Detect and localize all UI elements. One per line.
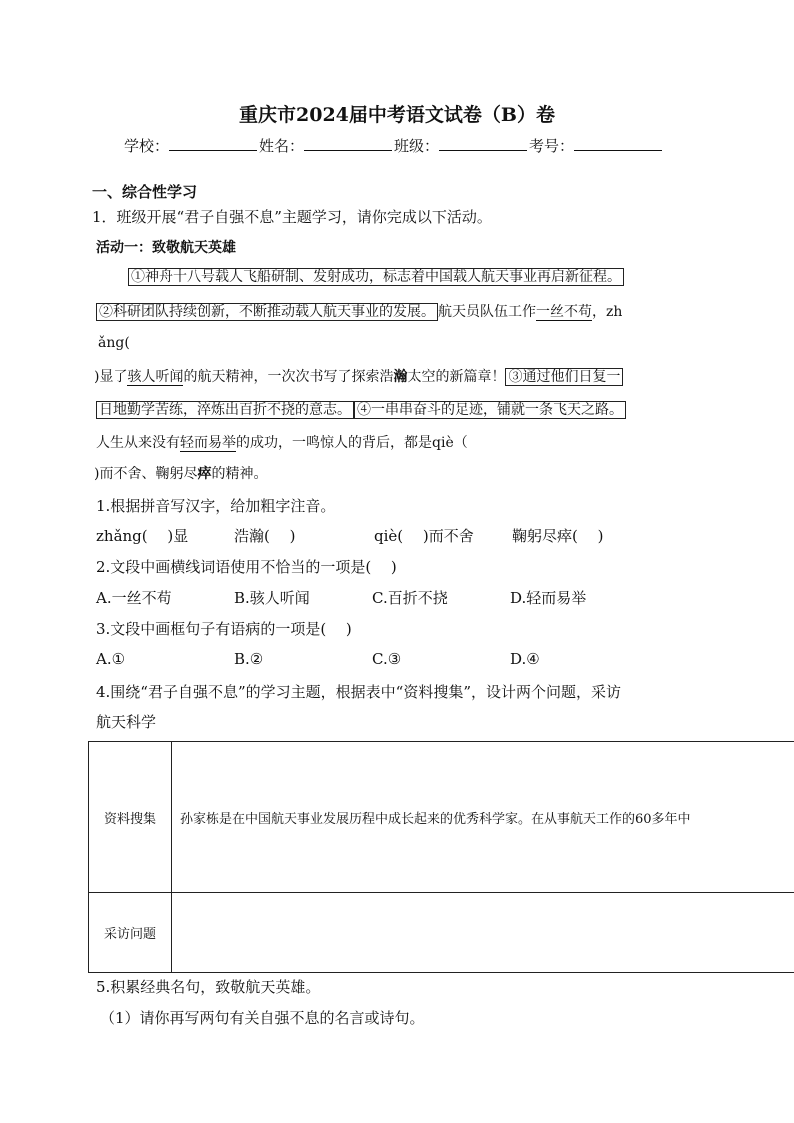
section-heading: 一、综合性学习 bbox=[92, 183, 198, 201]
sub3-option-b[interactable]: B.② bbox=[234, 650, 264, 668]
passage-line-1 bbox=[128, 266, 624, 286]
name-label: 姓名： bbox=[259, 137, 305, 155]
passage-text: 日地勤学苦练，淬炼出 bbox=[99, 402, 239, 418]
passage-line-3: ǎng( bbox=[98, 335, 130, 351]
activity-heading: 活动一：致敬航天英雄 bbox=[96, 240, 236, 256]
sub-question-2: 2.文段中画横线词语使用不恰当的一项是( ) bbox=[96, 558, 397, 576]
sub-question-4-line-1: 4.围绕“君子自强不息”的学习主题，根据表中“资料搜集”，设计两个问题，采访 bbox=[96, 683, 621, 701]
passage-text: 人生从来没有 bbox=[96, 435, 180, 451]
passage-text: 的航天精神，一次次书写了探索浩 bbox=[183, 369, 394, 385]
boxed-sentence-2: ②科研团队持续创新，不断推动载人航天事业的发展。 bbox=[96, 303, 438, 321]
sub2-option-b[interactable]: B.骇人听闻 bbox=[234, 589, 310, 607]
boxed-sentence-3a: ③通过他们日复一 bbox=[505, 368, 623, 386]
sub2-option-c[interactable]: C.百折不挠 bbox=[372, 589, 448, 607]
bold-char-2: 瘁 bbox=[197, 466, 212, 482]
underlined-word-2: 骇人听闻 bbox=[127, 369, 184, 385]
sub3-option-c[interactable]: C.③ bbox=[372, 650, 402, 668]
passage-text: 的成功，一鸣惊人的背后，都是qiè（ bbox=[236, 435, 468, 451]
passage-line-2 bbox=[96, 301, 622, 321]
question-1: 1．班级开展“君子自强不息”主题学习，请你完成以下活动。 bbox=[92, 208, 492, 226]
passage-line-6 bbox=[96, 432, 468, 452]
class-label: 班级： bbox=[394, 137, 440, 155]
sub2-option-d[interactable]: D.轻而易举 bbox=[510, 589, 587, 607]
boxed-sentence-1: ①神舟十八号载人飞船研制、发射成功，标志着中国载人航天事业再启新征程。 bbox=[128, 268, 624, 286]
sub1-item-3[interactable]: qiè( )而不舍 bbox=[374, 527, 474, 545]
page-title: 重庆市2024届中考语文试卷（B）卷 bbox=[239, 104, 555, 126]
school-label: 学校： bbox=[124, 137, 170, 155]
passage-text: 的意志。 bbox=[295, 402, 351, 418]
class-blank[interactable] bbox=[439, 136, 527, 151]
sub-question-4-line-2: 航天科学 bbox=[96, 713, 157, 731]
table-head-interview: 采访问题 bbox=[89, 893, 172, 973]
table-cell-material: 孙家栋是在中国航天事业发展历程中成长起来的优秀科学家。在从事航天工作的60多年中 bbox=[172, 742, 794, 893]
sub1-item-2[interactable]: 浩瀚( ) bbox=[234, 527, 296, 545]
boxed-sentence-4: ④一串串奋斗的足迹，铺就一条飞天之路。 bbox=[354, 401, 626, 419]
student-info-line bbox=[124, 135, 664, 156]
passage-line-4 bbox=[94, 366, 623, 386]
sub3-option-d[interactable]: D.④ bbox=[510, 650, 540, 668]
table-cell-interview-answer[interactable] bbox=[172, 893, 794, 973]
passage-text: )而不舍、鞠躬尽 bbox=[94, 466, 198, 482]
sub1-item-1[interactable]: zhǎng( )显 bbox=[96, 527, 189, 545]
table-row bbox=[89, 893, 794, 973]
underlined-word-3: 百折不挠 bbox=[239, 402, 295, 418]
passage-text: ，zh bbox=[592, 304, 623, 320]
passage-text: 航天员队伍工作 bbox=[438, 304, 536, 320]
school-blank[interactable] bbox=[169, 136, 257, 151]
passage-text: )显了 bbox=[94, 369, 128, 385]
sub2-option-a[interactable]: A.一丝不苟 bbox=[96, 589, 172, 607]
passage-text: 太空的新篇章！ bbox=[407, 369, 506, 385]
material-table bbox=[88, 741, 794, 973]
table-head-material: 资料搜集 bbox=[89, 742, 172, 893]
sub-question-5: 5.积累经典名句，致敬航天英雄。 bbox=[96, 978, 321, 996]
sub1-item-4[interactable]: 鞠躬尽瘁( ) bbox=[512, 527, 604, 545]
underlined-word-4: 轻而易举 bbox=[180, 435, 236, 451]
sub-question-1: 1.根据拼音写汉字，给加粗字注音。 bbox=[96, 497, 336, 515]
sub-question-3: 3.文段中画框句子有语病的一项是( ) bbox=[96, 620, 352, 638]
passage-text: 的精神。 bbox=[211, 466, 268, 482]
passage-line-5 bbox=[96, 399, 626, 419]
id-blank[interactable] bbox=[574, 136, 662, 151]
boxed-sentence-3b bbox=[96, 401, 354, 419]
name-blank[interactable] bbox=[304, 136, 392, 151]
passage-line-7 bbox=[94, 463, 267, 483]
sub-question-5-part-1: （1）请你再写两句有关自强不息的名言或诗句。 bbox=[100, 1009, 425, 1027]
underlined-word-1: 一丝不苟 bbox=[536, 304, 592, 320]
id-label: 考号： bbox=[529, 137, 575, 155]
sub3-option-a[interactable]: A.① bbox=[96, 650, 126, 668]
bold-char-1: 瀚 bbox=[393, 369, 408, 385]
table-row bbox=[89, 742, 794, 893]
